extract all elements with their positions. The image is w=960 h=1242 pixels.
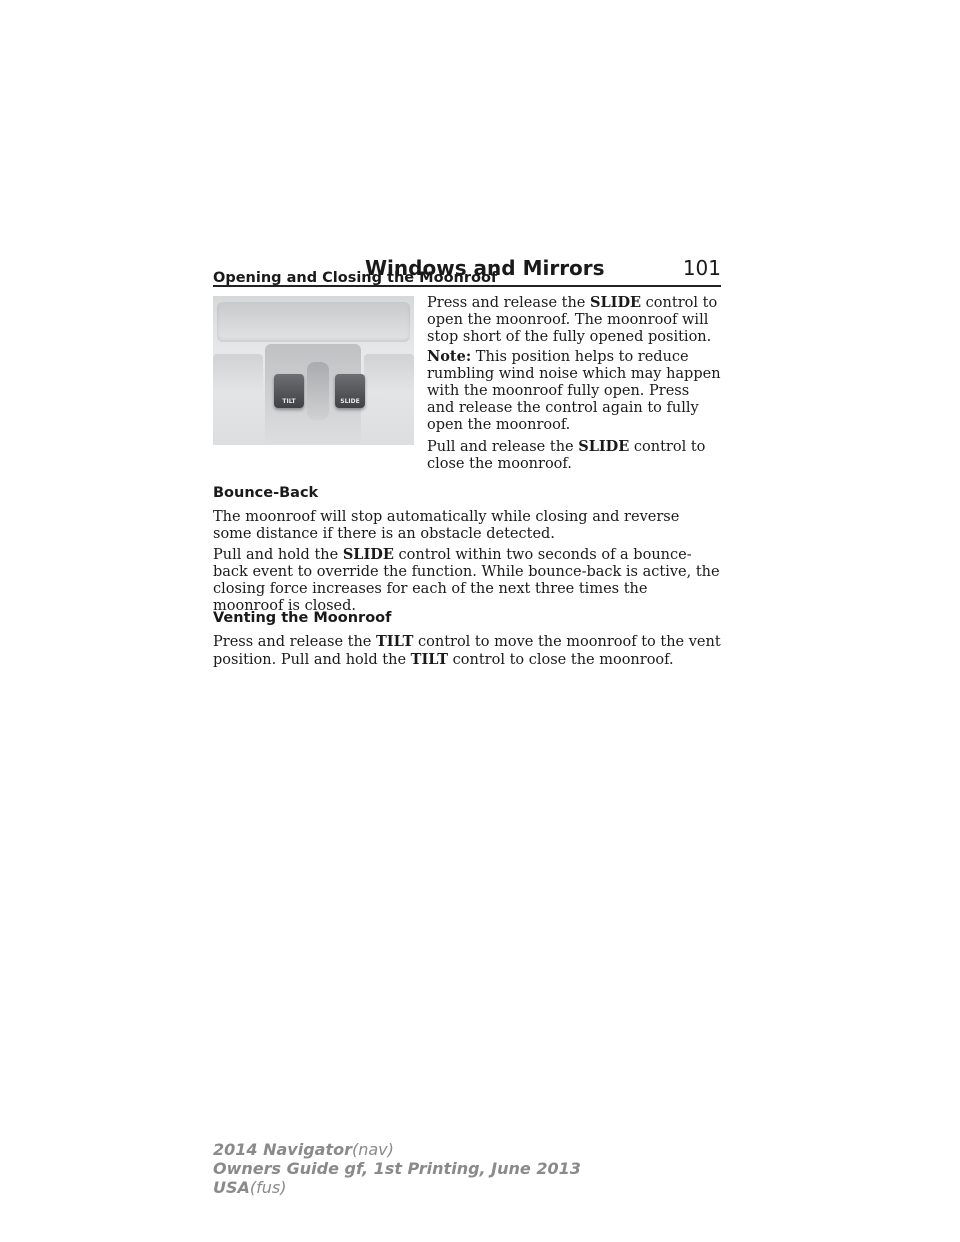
heading-venting: Venting the Moonroof <box>213 610 392 626</box>
page-number: 101 <box>682 256 721 280</box>
header-title: Windows and Mirrors <box>365 256 605 280</box>
slide-control-button <box>335 374 365 408</box>
paragraph-note: Note: This position helps to reduce rumbling wind noise which may happen with the moonroof fully open. Press and release the control again to fully open the moonroof. <box>427 348 721 433</box>
page-footer <box>213 1140 581 1197</box>
moonroof-control-illustration <box>213 296 414 445</box>
heading-opening-closing: Opening and Closing the Moonroof <box>213 270 498 286</box>
heading-bounce-back: Bounce-Back <box>213 485 319 501</box>
bold-slide: SLIDE <box>590 294 642 311</box>
paragraph-slide-close: Pull and release the SLIDE control to close the moonroof. <box>427 438 706 472</box>
bold-slide: SLIDE <box>342 546 394 563</box>
footer-line-model: 2014 Navigator(nav) <box>213 1140 394 1159</box>
tilt-label: TILT <box>282 398 296 405</box>
bold-tilt: TILT <box>410 651 449 668</box>
overhead-panel <box>217 302 410 342</box>
tilt-control-button <box>274 374 304 408</box>
bold-tilt: TILT <box>376 633 414 650</box>
paragraph-venting: Press and release the TILT control to move the moonroof to the vent position. Pull and hold the TILT control to close the moonroof. <box>213 633 721 668</box>
slide-label: SLIDE <box>340 398 360 405</box>
footer-line-market: USA(fus) <box>213 1178 287 1197</box>
paragraph-bounce-back-intro: The moonroof will stop automatically while closing and reverse some distance if there is an obstacle detected. <box>213 509 680 542</box>
bold-slide: SLIDE <box>578 438 630 455</box>
console-center-slot <box>307 362 329 420</box>
paragraph-bounce-back-override: Pull and hold the SLIDE control within two seconds of a bounce-back event to override the function. While bounce-back is active, the closing force increases for each of the next three times the moonroof is closed. <box>213 546 720 614</box>
paragraph-slide-open: Press and release the SLIDE control to open the moonroof. The moonroof will stop short of the fully opened position. <box>427 294 718 345</box>
left-trim-panel <box>213 354 263 394</box>
footer-line-printing: Owners Guide gf, 1st Printing, June 2013 <box>213 1159 581 1178</box>
right-trim-panel <box>364 354 414 394</box>
note-label: Note: <box>427 348 472 365</box>
